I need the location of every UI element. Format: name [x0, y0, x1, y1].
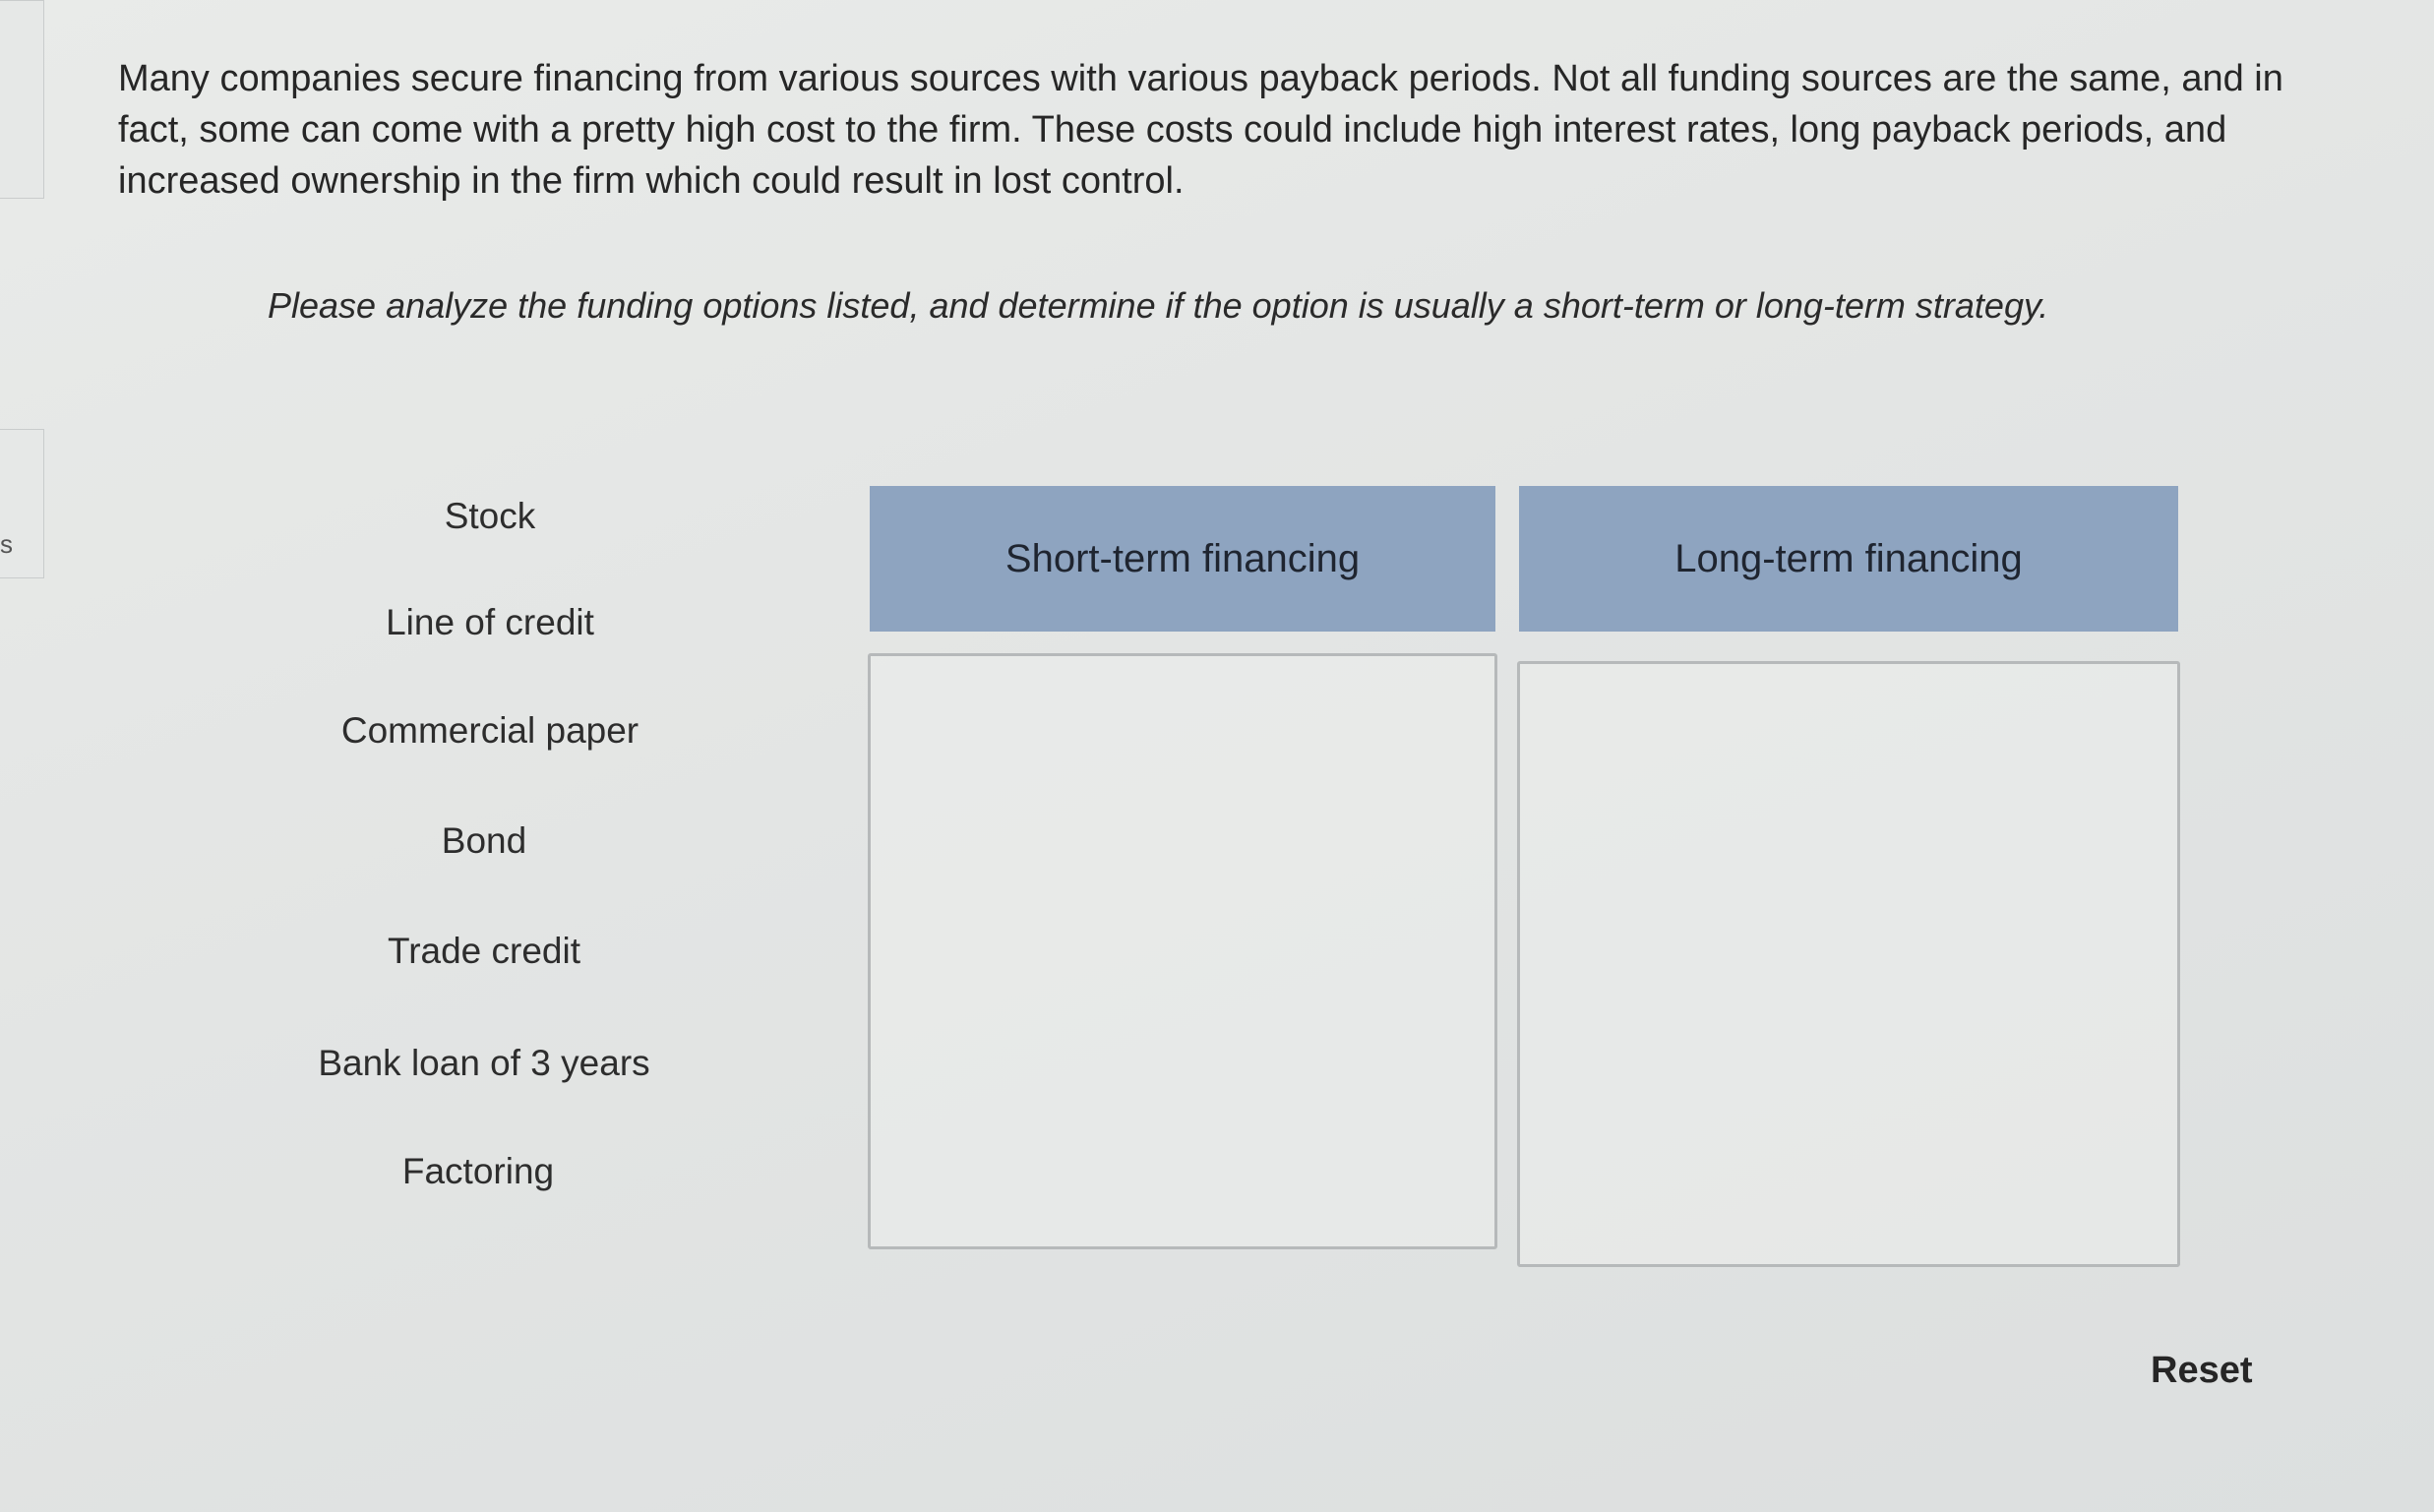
- left-edge-letter: s: [0, 529, 13, 559]
- long-term-drop-zone[interactable]: [1517, 661, 2180, 1267]
- option-commercial-paper[interactable]: Commercial paper: [340, 710, 639, 751]
- instruction-text: Please analyze the funding options listed, and determine if the option is usually a short-term or long-term strategy.: [268, 285, 2049, 326]
- short-term-drop-zone[interactable]: [868, 653, 1497, 1249]
- reset-button[interactable]: Reset: [2151, 1350, 2253, 1391]
- long-term-header: Long-term financing: [1519, 486, 2178, 632]
- intro-paragraph: Many companies secure financing from various sources with various payback periods. Not all funding sources are the same, and in fact, some can come with a pretty high cost to the firm. These costs could include high interest rates, long payback periods, and increased ownership in the firm which could result in lost control.: [118, 58, 2283, 202]
- short-term-header: Short-term financing: [870, 486, 1495, 632]
- option-line-of-credit[interactable]: Line of credit: [386, 602, 594, 642]
- option-trade-credit[interactable]: Trade credit: [387, 931, 581, 971]
- option-stock[interactable]: Stock: [444, 496, 536, 536]
- option-bond[interactable]: Bond: [441, 820, 527, 861]
- option-factoring[interactable]: Factoring: [401, 1151, 555, 1191]
- left-edge-panel: [0, 0, 44, 199]
- option-bank-loan-3-years[interactable]: Bank loan of 3 years: [318, 1043, 650, 1083]
